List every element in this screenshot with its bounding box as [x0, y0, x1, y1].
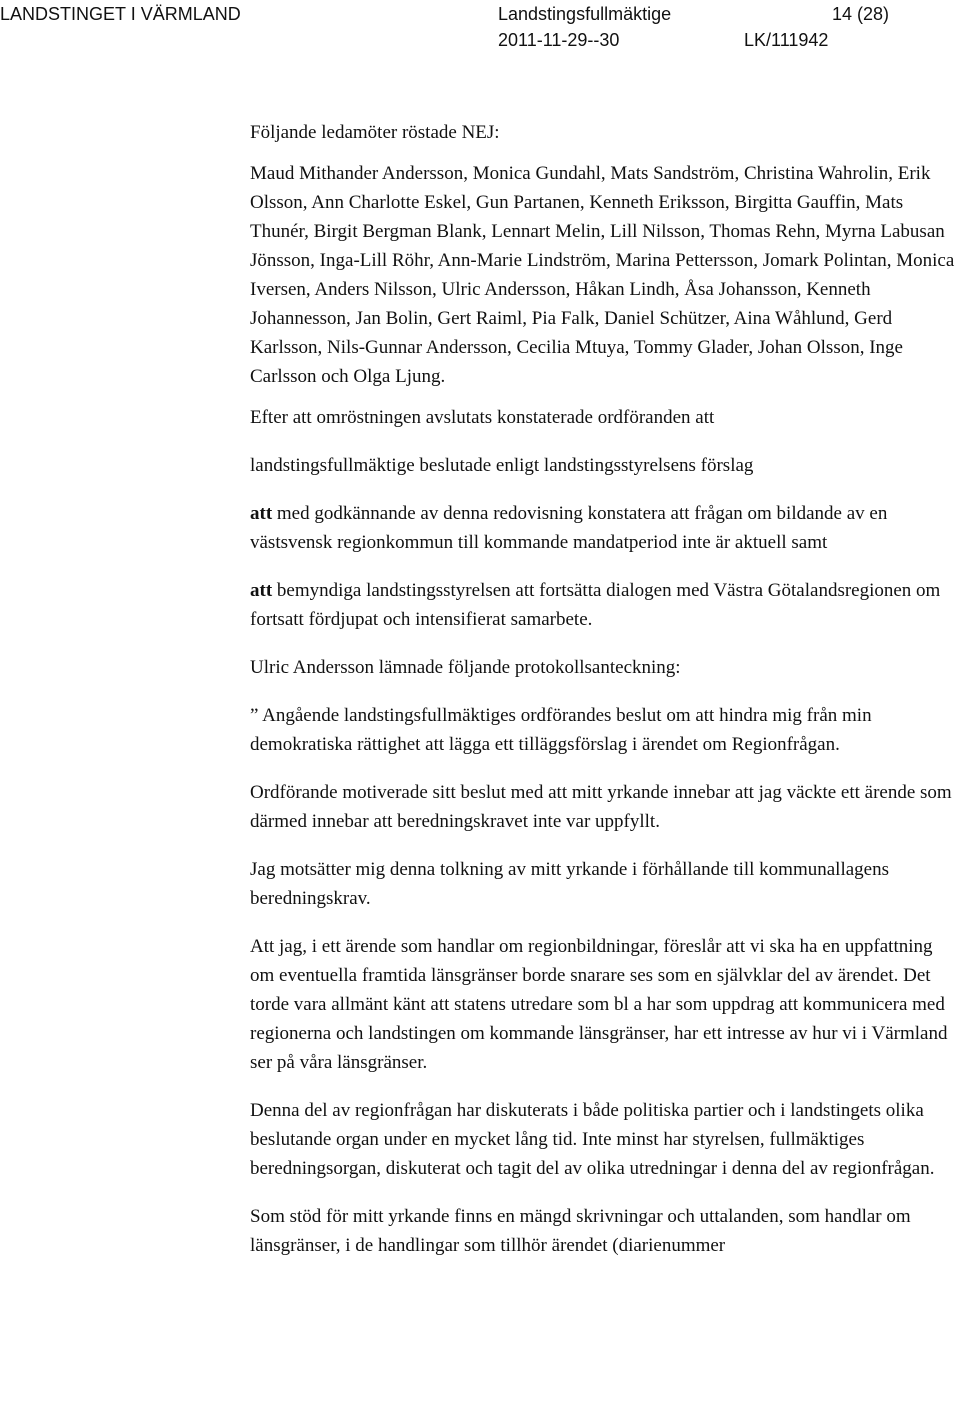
protocol-note-paragraph: ” Angående landstingsfullmäktiges ordförandes beslut om att hindra mig från min demokratiska rättighet att lägga ett tilläggsförslag i ärendet om Regionfrågan.	[250, 705, 872, 755]
page-number: 14 (28)	[832, 4, 890, 24]
protocol-note-paragraph: Denna del av regionfrågan har diskuterats i både politiska partier och i landstingets olika beslutande organ under en mycket lång tid. Inte minst har styrelsen, fullmäktiges beredningsorgan, diskuterat och tagit del av olika utredningar i denna del av regionfrågan.	[250, 1100, 935, 1179]
protocol-note-paragraph: Att jag, i ett ärende som handlar om regionbildningar, föreslår att vi ska ha en uppfattning om eventuella framtida länsgränser borde snarare ses som en självklar del av ärendet. Det torde vara allmänt känt att statens utredare som bl a har som uppdrag att kommunicera med regionerna och landstingen om kommande länsgränser, har ett intresse av hur vi i Värmland ser på våra länsgränser.	[250, 936, 948, 1073]
after-vote-text: Efter att omröstningen avslutats konstaterade ordföranden att	[250, 407, 715, 428]
att-keyword: att	[250, 580, 273, 601]
decision-intro: landstingsfullmäktige beslutade enligt landstingsstyrelsens förslag	[250, 455, 754, 476]
document-type: Landstingsfullmäktige	[498, 4, 672, 24]
organization-name: LANDSTINGET I VÄRMLAND	[0, 4, 241, 24]
protocol-note-paragraph: Ordförande motiverade sitt beslut med att mitt yrkande innebar att jag väckte ett ärende som därmed innebar att beredningskravet inte var uppfyllt.	[250, 782, 952, 832]
protocol-note-paragraph: Som stöd för mitt yrkande finns en mängd skrivningar och uttalanden, som handlar om länsgränser, i de handlingar som tillhör ärendet (diarienummer	[250, 1206, 911, 1256]
no-votes-heading: Följande ledamöter röstade NEJ:	[250, 122, 500, 143]
decision-item-2	[250, 576, 956, 634]
att-keyword: att	[250, 503, 273, 524]
decision-item-1-text: med godkännande av denna redovisning konstatera att frågan om bildande av en västsvensk regionkommun till kommande mandatperiod inte är aktuell samt	[250, 503, 888, 553]
decision-item-1	[250, 499, 956, 557]
no-votes-names: Maud Mithander Andersson, Monica Gundahl, Mats Sandström, Christina Wahrolin, Erik Olsson, Ann Charlotte Eskel, Gun Partanen, Kenneth Eriksson, Birgitta Gauffin, Mats Thunér, Birgit Bergman Blank, Lennart Melin, Lill Nilsson, Thomas Rehn, Myrna Labusan Jönsson, Inga-Lill Röhr, Ann-Marie Lindström, Marina Pettersson, Jomark Polintan, Monica Iversen, Anders Nilsson, Ulric Andersson, Håkan Lindh, Åsa Johansson, Kenneth Johannesson, Jan Bolin, Gert Raiml, Pia Falk, Daniel Schützer, Aina Wåhlund, Gerd Karlsson, Nils-Gunnar Andersson, Cecilia Mtuya, Tommy Glader, Johan Olsson, Inge Carlsson och Olga Ljung.	[250, 163, 955, 387]
protocol-note-paragraph: Jag motsätter mig denna tolkning av mitt yrkande i förhållande till kommunallagens beredningskrav.	[250, 859, 889, 909]
reference-number: LK/111942	[744, 30, 829, 50]
decision-item-2-text: bemyndiga landstingsstyrelsen att fortsätta dialogen med Västra Götalandsregionen om fortsatt fördjupat och intensifierat samarbete.	[250, 580, 941, 630]
document-body	[250, 118, 956, 1260]
meeting-date: 2011-11-29--30	[498, 30, 620, 50]
protocol-note-intro: Ulric Andersson lämnade följande protokollsanteckning:	[250, 657, 681, 678]
